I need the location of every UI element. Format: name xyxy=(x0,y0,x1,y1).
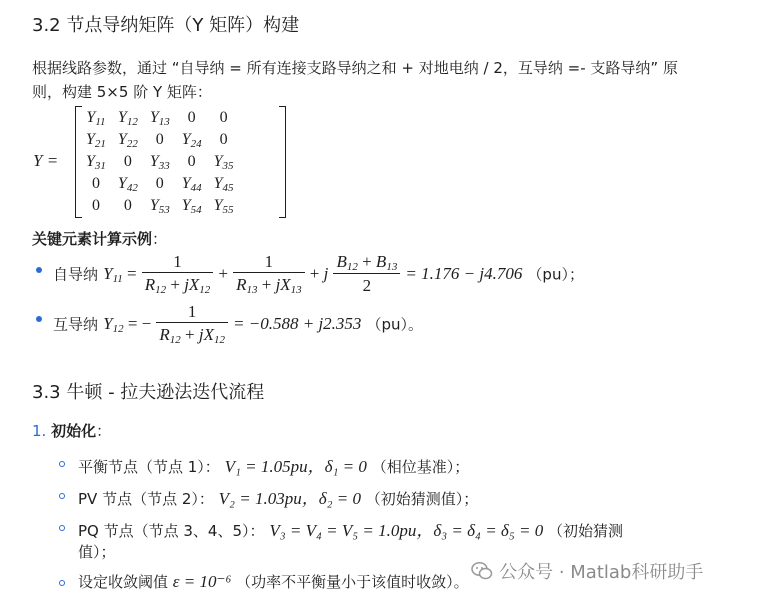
section-title-3-2: 3.2 节点导纳矩阵（Y 矩阵）构建 xyxy=(32,15,300,36)
matrix-cell: $Y_{31}$ xyxy=(86,152,106,172)
paragraph-line-1: 根据线路参数，通过 “自导纳 = 所有连接支路导纳之和 + 对地电纳 / 2，互导纳 =- 支路导纳” 原 xyxy=(32,59,678,77)
matrix-cell-subscript: 22 xyxy=(126,137,138,150)
mutual-admittance-lhs: $Y_{12}$ = − xyxy=(103,313,152,335)
bullet-ring xyxy=(59,580,65,586)
key-calc-label: 关键元素计算示例 xyxy=(32,230,153,248)
self-admittance-unit: （pu）； xyxy=(527,265,584,284)
fraction: $\frac{1}{R_{12} + jX_{12}}$ xyxy=(156,302,228,346)
matrix-row xyxy=(80,107,240,129)
init-item-math: V₁ = 1.05pu，δ₁ = 0 xyxy=(224,457,367,476)
init-item-note: （相位基准）； xyxy=(371,458,470,476)
matrix-row xyxy=(80,173,240,195)
step-1-colon: ： xyxy=(96,422,112,440)
matrix-cell-subscript: 35 xyxy=(222,159,234,172)
bullet-ring xyxy=(59,461,65,467)
bullet-dot xyxy=(36,267,42,273)
section-title-3-3: 3.3 牛顿 - 拉夫逊法迭代流程 xyxy=(32,382,265,403)
matrix-lhs: Y = xyxy=(33,151,59,170)
key-calc-colon: ： xyxy=(152,230,168,248)
matrix-cell: 0 xyxy=(123,197,132,214)
fraction: $\frac{B_{12} + B_{13}}{2}$ xyxy=(333,252,400,296)
key-calc-heading xyxy=(32,228,167,249)
matrix-row xyxy=(80,151,240,173)
matrix-cell: 0 xyxy=(91,175,100,192)
mutual-admittance-formula xyxy=(53,302,423,346)
wechat-icon xyxy=(470,559,494,583)
matrix-cell: $Y_{13}$ xyxy=(149,108,170,128)
matrix-right-bracket xyxy=(279,106,286,218)
mutual-admittance-result: = −0.588 + j2.353 xyxy=(233,314,362,333)
init-item-slack xyxy=(78,452,469,477)
matrix-cell: $Y_{24}$ xyxy=(181,130,202,150)
matrix-cell: 0 xyxy=(91,197,100,214)
matrix-cell-subscript: 12 xyxy=(126,115,138,128)
self-admittance-result: = 1.176 − j4.706 xyxy=(405,264,523,283)
init-item-math: V₂ = 1.03pu，δ₂ = 0 xyxy=(218,489,361,508)
init-item-note: （初始猜测 xyxy=(548,522,624,540)
self-admittance-label: 自导纳 xyxy=(53,265,99,284)
step-1-number: 1. xyxy=(32,422,47,440)
matrix-cell-subscript: 11 xyxy=(95,115,106,128)
init-item-pq-continued: 值）； xyxy=(78,543,116,561)
init-item-note: （功率不平衡量小于该值时收敛）。 xyxy=(236,573,469,591)
init-item-note: （初始猜测值）； xyxy=(365,490,479,508)
watermark xyxy=(470,558,703,584)
init-item-text: PQ 节点（节点 3、4、5）： xyxy=(78,522,265,540)
matrix-cell: 0 xyxy=(123,153,132,170)
self-admittance-lhs: $Y_{11}$ = xyxy=(103,263,137,285)
matrix-cell: 0 xyxy=(155,175,164,192)
matrix-cell: $Y_{44}$ xyxy=(181,174,202,194)
init-item-pq xyxy=(78,516,623,541)
matrix-cell-subscript: 55 xyxy=(222,203,234,216)
init-item-math: ε = 10⁻⁶ xyxy=(172,572,232,591)
matrix-row xyxy=(80,129,240,151)
matrix-cell-subscript: 33 xyxy=(158,159,170,172)
mutual-admittance-unit: （pu）。 xyxy=(366,315,424,334)
matrix-cell: $Y_{11}$ xyxy=(86,108,106,128)
matrix-cell-subscript: 42 xyxy=(126,181,138,194)
init-item-text: 平衡节点（节点 1）： xyxy=(78,458,220,476)
init-item-text: 设定收敛阈值 xyxy=(78,573,169,591)
matrix-cell: 0 xyxy=(187,153,196,170)
matrix-cell: $Y_{12}$ xyxy=(117,108,138,128)
step-1-heading xyxy=(32,420,111,441)
bullet-ring xyxy=(59,493,65,499)
matrix-cell: 0 xyxy=(219,109,228,126)
init-item-threshold xyxy=(78,571,469,592)
mutual-admittance-label: 互导纳 xyxy=(53,315,99,334)
paragraph-line-2: 则，构建 5×5 阶 Y 矩阵： xyxy=(32,83,212,101)
matrix-cell-subscript: 13 xyxy=(158,115,170,128)
matrix-cell-subscript: 31 xyxy=(94,159,106,172)
matrix-cell: $Y_{22}$ xyxy=(117,130,138,150)
matrix-cell: $Y_{55}$ xyxy=(213,196,234,216)
watermark-text: 公众号 · Matlab科研助手 xyxy=(499,562,704,583)
matrix-cell-subscript: 45 xyxy=(222,181,234,194)
matrix-cell-subscript: 53 xyxy=(158,203,170,216)
fraction: $\frac{1}{R_{12} + jX_{12}}$ xyxy=(142,252,214,296)
matrix-cell: $Y_{33}$ xyxy=(149,152,170,172)
init-item-pv xyxy=(78,484,478,509)
matrix-cell: 0 xyxy=(219,131,228,148)
init-item-math: V₃ = V₄ = V₅ = 1.0pu，δ₃ = δ₄ = δ₅ = 0 xyxy=(269,521,544,540)
matrix-cell-subscript: 24 xyxy=(190,137,202,150)
matrix-cell: 0 xyxy=(187,109,196,126)
matrix-cell-subscript: 54 xyxy=(190,203,202,216)
step-1-label: 初始化 xyxy=(51,422,97,440)
init-item-text: PV 节点（节点 2）： xyxy=(78,490,214,508)
y-matrix xyxy=(80,107,240,217)
matrix-cell: $Y_{21}$ xyxy=(86,130,106,150)
fraction: $\frac{1}{R_{13} + jX_{13}}$ xyxy=(233,252,305,296)
matrix-cell-subscript: 44 xyxy=(190,181,202,194)
matrix-cell: $Y_{42}$ xyxy=(117,174,138,194)
bullet-ring xyxy=(59,525,65,531)
self-admittance-formula: 自导纳 $Y_{11}$ = $\frac{1}{R_{12} + jX_{12}}$ + $\frac{1}{R_{13} + jX_{13}}$ + j $\frac{B_{12} + B_{13}}{2}$ = 1.176 − j4.706 （pu）； xyxy=(53,252,584,296)
matrix-cell: $Y_{45}$ xyxy=(213,174,234,194)
matrix-cell: $Y_{35}$ xyxy=(213,152,234,172)
matrix-row xyxy=(80,195,240,217)
matrix-cell: $Y_{53}$ xyxy=(149,196,170,216)
matrix-cell: $Y_{54}$ xyxy=(181,196,202,216)
matrix-cell-subscript: 21 xyxy=(94,137,106,150)
bullet-dot xyxy=(36,316,42,322)
matrix-cell: 0 xyxy=(155,131,164,148)
y-matrix-table xyxy=(80,107,240,217)
